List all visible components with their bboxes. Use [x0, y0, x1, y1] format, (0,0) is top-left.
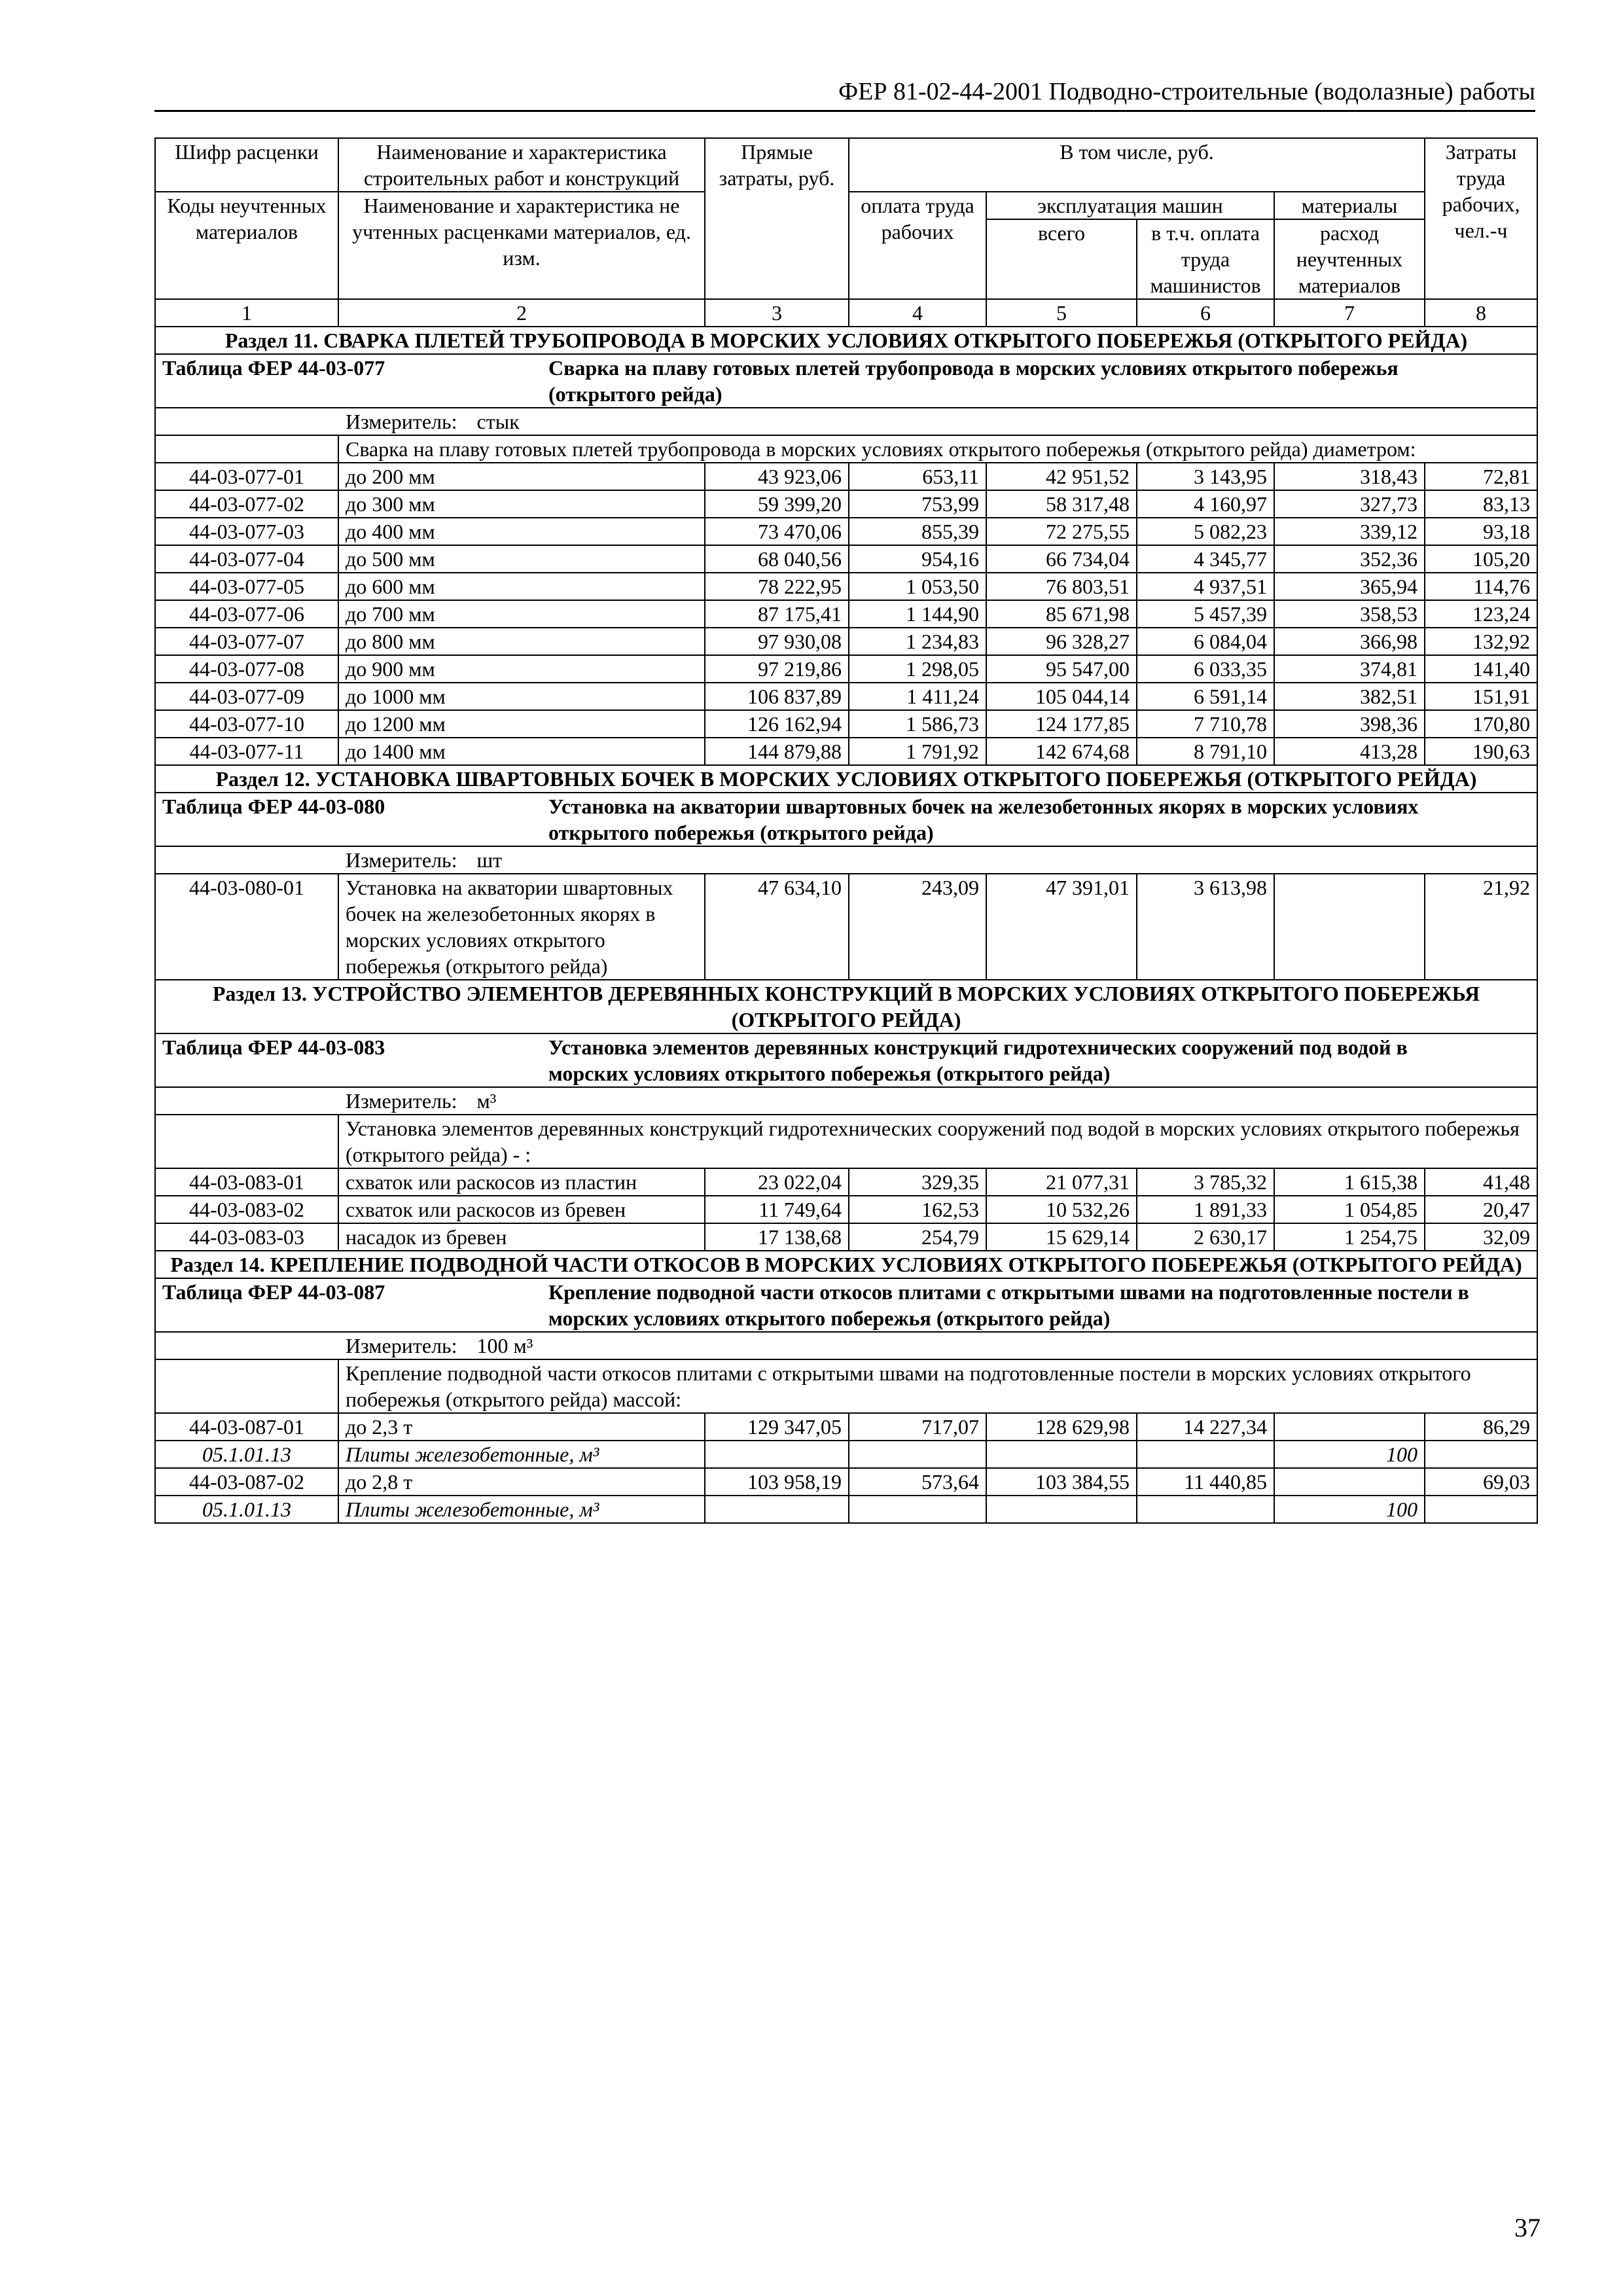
section-12-title: Раздел 12. УСТАНОВКА ШВАРТОВНЫХ БОЧЕК В МОРСКИХ УСЛОВИЯХ ОТКРЫТОГО ПОБЕРЕЖЬЯ (ОТКРЫТОГО РЕЙДА): [155, 765, 1537, 793]
materials-cost: 352,36: [1274, 545, 1425, 573]
machine-cost: 124 177,85: [986, 710, 1137, 738]
labor-pay: 855,39: [849, 518, 986, 545]
machinist-pay: 2 630,17: [1137, 1223, 1274, 1251]
labor-hours: 190,63: [1425, 738, 1537, 765]
rate-name: до 700 мм: [338, 600, 705, 628]
labor-hours: 86,29: [1425, 1413, 1537, 1441]
table-080-name: Установка на акватории швартовных бочек на железобетонных якорях в морских условиях открытого побережья (открытого рейда): [548, 795, 1419, 844]
labor-hours: 123,24: [1425, 600, 1537, 628]
materials-cost: 1 615,38: [1274, 1168, 1425, 1196]
labor-hours: 114,76: [1425, 573, 1537, 600]
table-row: [155, 628, 1537, 655]
rate-code: 44-03-077-01: [155, 463, 338, 490]
rate-code: 44-03-087-01: [155, 1413, 338, 1441]
rate-name: до 2,8 т: [338, 1468, 705, 1496]
rate-name: до 1400 мм: [338, 738, 705, 765]
table-row: [155, 1468, 1537, 1496]
table-083-name: Установка элементов деревянных конструкций гидротехнических сооружений под водой в морских условиях открытого побережья (открытого рейда): [548, 1035, 1408, 1085]
col-num: 7: [1274, 299, 1425, 327]
rate-code: 44-03-077-04: [155, 545, 338, 573]
labor-pay: 1 298,05: [849, 655, 986, 683]
header-row: [155, 138, 1537, 192]
table-083-label: Таблица ФЕР 44-03-083: [162, 1035, 385, 1059]
section-14-title: Раздел 14. КРЕПЛЕНИЕ ПОДВОДНОЙ ЧАСТИ ОТКОСОВ В МОРСКИХ УСЛОВИЯХ ОТКРЫТОГО ПОБЕРЕЖЬЯ (ОТКРЫТОГО РЕЙДА): [155, 1251, 1537, 1278]
col-codes-unacc-header: Коды неучтенных материалов: [155, 192, 338, 299]
rate-name: до 1000 мм: [338, 683, 705, 710]
col-name-header: Наименование и характеристика строительных работ и конструкций: [338, 138, 705, 192]
table-row: [155, 1168, 1537, 1196]
table-row: [155, 683, 1537, 710]
materials-cost: [1274, 1468, 1425, 1496]
table-077-name: Сварка на плаву готовых плетей трубопровода в морских условиях открытого побережья (открытого рейда): [548, 356, 1399, 406]
table-077-description: Сварка на плаву готовых плетей трубопровода в морских условиях открытого побережья (открытого рейда) диаметром:: [338, 435, 1537, 463]
labor-pay: 573,64: [849, 1468, 986, 1496]
labor-pay: 243,09: [849, 874, 986, 980]
col-name-unacc-header: Наименование и характеристика не учтенных расценками материалов, ед. изм.: [338, 192, 705, 299]
machinist-pay: 6 033,35: [1137, 655, 1274, 683]
machinist-pay: 14 227,34: [1137, 1413, 1274, 1441]
table-row: [155, 600, 1537, 628]
table-077-title: [155, 354, 1537, 408]
labor-pay: 653,11: [849, 463, 986, 490]
machinist-pay: 5 082,23: [1137, 518, 1274, 545]
materials-cost: 358,53: [1274, 600, 1425, 628]
direct-cost: 78 222,95: [705, 573, 849, 600]
direct-cost: 47 634,10: [705, 874, 849, 980]
materials-cost: 382,51: [1274, 683, 1425, 710]
table-080-label: Таблица ФЕР 44-03-080: [162, 795, 385, 818]
materials-cost: [1274, 874, 1425, 980]
measure-unit: шт: [476, 848, 503, 872]
materials-cost: 327,73: [1274, 490, 1425, 518]
direct-cost: 43 923,06: [705, 463, 849, 490]
table-077-measure: [155, 408, 1537, 435]
machinist-pay: 11 440,85: [1137, 1468, 1274, 1496]
direct-cost: 87 175,41: [705, 600, 849, 628]
direct-cost: 17 138,68: [705, 1223, 849, 1251]
table-087-title: [155, 1278, 1537, 1332]
machine-cost: 105 044,14: [986, 683, 1137, 710]
machinist-pay: 6 084,04: [1137, 628, 1274, 655]
machinist-pay: 3 785,32: [1137, 1168, 1274, 1196]
rate-code: 44-03-077-10: [155, 710, 338, 738]
machinist-pay: 1 891,33: [1137, 1196, 1274, 1223]
materials-cost: 1 254,75: [1274, 1223, 1425, 1251]
labor-hours: 83,13: [1425, 490, 1537, 518]
table-080-measure: [155, 846, 1537, 874]
direct-cost: 129 347,05: [705, 1413, 849, 1441]
machinist-pay: 4 937,51: [1137, 573, 1274, 600]
labor-pay: 1 053,50: [849, 573, 986, 600]
column-numbers-row: [155, 299, 1537, 327]
materials-cost: 374,81: [1274, 655, 1425, 683]
rate-code: 44-03-080-01: [155, 874, 338, 980]
table-row: [155, 655, 1537, 683]
rate-name: до 800 мм: [338, 628, 705, 655]
measure-label: Измеритель:: [346, 410, 457, 433]
rate-code: 44-03-077-07: [155, 628, 338, 655]
table-087-label: Таблица ФЕР 44-03-087: [162, 1280, 385, 1304]
machine-cost: 76 803,51: [986, 573, 1137, 600]
table-row: [155, 874, 1537, 980]
machinist-pay: 4 345,77: [1137, 545, 1274, 573]
table-row: [155, 463, 1537, 490]
machine-cost: 103 384,55: [986, 1468, 1137, 1496]
labor-hours: 32,09: [1425, 1223, 1537, 1251]
col-labor-pay-header: оплата труда рабочих: [849, 192, 986, 299]
labor-hours: 41,48: [1425, 1168, 1537, 1196]
col-num: 3: [705, 299, 849, 327]
section-11-title: Раздел 11. СВАРКА ПЛЕТЕЙ ТРУБОПРОВОДА В МОРСКИХ УСЛОВИЯХ ОТКРЫТОГО ПОБЕРЕЖЬЯ (ОТКРЫТОГО РЕЙДА): [155, 327, 1537, 354]
machine-cost: 72 275,55: [986, 518, 1137, 545]
rate-code: 44-03-077-11: [155, 738, 338, 765]
unaccounted-material-row: [155, 1496, 1537, 1523]
material-code: 05.1.01.13: [155, 1496, 338, 1523]
direct-cost: 126 162,94: [705, 710, 849, 738]
rate-name: до 600 мм: [338, 573, 705, 600]
table-083-measure: [155, 1087, 1537, 1115]
rate-code: 44-03-087-02: [155, 1468, 338, 1496]
machinist-pay: 6 591,14: [1137, 683, 1274, 710]
direct-cost: 97 219,86: [705, 655, 849, 683]
material-name: Плиты железобетонные, м³: [338, 1496, 705, 1523]
machine-cost: 10 532,26: [986, 1196, 1137, 1223]
labor-hours: 20,47: [1425, 1196, 1537, 1223]
rate-name: насадок из бревен: [338, 1223, 705, 1251]
col-num: 2: [338, 299, 705, 327]
page-number: 37: [1514, 2213, 1541, 2242]
col-incl-header: В том числе, руб.: [849, 138, 1425, 192]
materials-cost: 366,98: [1274, 628, 1425, 655]
col-mach-total-header: всего: [986, 219, 1137, 299]
table-080-title: [155, 793, 1537, 846]
rate-code: 44-03-083-02: [155, 1196, 338, 1223]
col-num: 6: [1137, 299, 1274, 327]
rate-name: до 2,3 т: [338, 1413, 705, 1441]
materials-cost: 1 054,85: [1274, 1196, 1425, 1223]
rate-name: до 300 мм: [338, 490, 705, 518]
table-row: [155, 573, 1537, 600]
col-labor-header: Затраты труда рабочих, чел.-ч: [1425, 138, 1537, 299]
col-num: 1: [155, 299, 338, 327]
labor-pay: 162,53: [849, 1196, 986, 1223]
machine-cost: 142 674,68: [986, 738, 1137, 765]
machinist-pay: 3 613,98: [1137, 874, 1274, 980]
material-name: Плиты железобетонные, м³: [338, 1441, 705, 1468]
measure-label: Измеритель:: [346, 1334, 457, 1357]
table-row: [155, 518, 1537, 545]
col-num: 4: [849, 299, 986, 327]
table-row: [155, 1413, 1537, 1441]
rate-name: схваток или раскосов из бревен: [338, 1196, 705, 1223]
section-13-title: Раздел 13. УСТРОЙСТВО ЭЛЕМЕНТОВ ДЕРЕВЯННЫХ КОНСТРУКЦИЙ В МОРСКИХ УСЛОВИЯХ ОТКРЫТОГО ПОБЕРЕЖЬЯ (ОТКРЫТОГО РЕЙДА): [155, 980, 1537, 1033]
direct-cost: 106 837,89: [705, 683, 849, 710]
rates-table: [154, 137, 1538, 1524]
machine-cost: 21 077,31: [986, 1168, 1137, 1196]
direct-cost: 97 930,08: [705, 628, 849, 655]
table-row: [155, 1196, 1537, 1223]
page-header: ФЕР 81-02-44-2001 Подводно-строительные (водолазные) работы: [154, 76, 1535, 112]
materials-cost: 365,94: [1274, 573, 1425, 600]
rate-name: до 1200 мм: [338, 710, 705, 738]
machine-cost: 128 629,98: [986, 1413, 1137, 1441]
machine-cost: 66 734,04: [986, 545, 1137, 573]
rate-code: 44-03-077-09: [155, 683, 338, 710]
rate-name: Установка на акватории швартовных бочек на железобетонных якорях в морских условиях открытого побережья (открытого рейда): [338, 874, 705, 980]
materials-cost: 398,36: [1274, 710, 1425, 738]
direct-cost: 59 399,20: [705, 490, 849, 518]
table-087-measure: [155, 1332, 1537, 1359]
measure-label: Измеритель:: [346, 1089, 457, 1113]
machine-cost: 96 328,27: [986, 628, 1137, 655]
material-quantity: 100: [1274, 1441, 1425, 1468]
materials-cost: 339,12: [1274, 518, 1425, 545]
table-087-description: Крепление подводной части откосов плитами с открытыми швами на подготовленные постели в морских условиях открытого побережья (открытого рейда) массой:: [338, 1359, 1537, 1413]
col-code-header: Шифр расценки: [155, 138, 338, 192]
labor-pay: 254,79: [849, 1223, 986, 1251]
table-087-name: Крепление подводной части откосов плитами с открытыми швами на подготовленные постели в морских условиях открытого побережья (открытого рейда): [548, 1280, 1469, 1330]
rate-code: 44-03-083-03: [155, 1223, 338, 1251]
labor-pay: 329,35: [849, 1168, 986, 1196]
table-077-label: Таблица ФЕР 44-03-077: [162, 356, 385, 380]
machinist-pay: 8 791,10: [1137, 738, 1274, 765]
table-row: [155, 710, 1537, 738]
labor-hours: 93,18: [1425, 518, 1537, 545]
labor-pay: 1 791,92: [849, 738, 986, 765]
labor-hours: 105,20: [1425, 545, 1537, 573]
labor-hours: 72,81: [1425, 463, 1537, 490]
rate-name: до 500 мм: [338, 545, 705, 573]
machine-cost: 95 547,00: [986, 655, 1137, 683]
direct-cost: 11 749,64: [705, 1196, 849, 1223]
table-row: [155, 545, 1537, 573]
labor-pay: 1 234,83: [849, 628, 986, 655]
machine-cost: 42 951,52: [986, 463, 1137, 490]
direct-cost: 23 022,04: [705, 1168, 849, 1196]
rate-code: 44-03-077-08: [155, 655, 338, 683]
labor-pay: 954,16: [849, 545, 986, 573]
col-num: 8: [1425, 299, 1537, 327]
measure-unit: 100 м³: [476, 1334, 533, 1357]
machine-cost: 47 391,01: [986, 874, 1137, 980]
labor-pay: 1 144,90: [849, 600, 986, 628]
machinist-pay: 7 710,78: [1137, 710, 1274, 738]
machinist-pay: 4 160,97: [1137, 490, 1274, 518]
col-direct-header: Прямые затраты, руб.: [705, 138, 849, 299]
rate-name: до 400 мм: [338, 518, 705, 545]
materials-cost: [1274, 1413, 1425, 1441]
machine-cost: 15 629,14: [986, 1223, 1137, 1251]
direct-cost: 144 879,88: [705, 738, 849, 765]
labor-pay: 753,99: [849, 490, 986, 518]
measure-unit: стык: [476, 410, 520, 433]
labor-hours: 170,80: [1425, 710, 1537, 738]
table-row: [155, 1223, 1537, 1251]
rate-name: схваток или раскосов из пластин: [338, 1168, 705, 1196]
col-mach-labor-header: в т.ч. оплата труда машинистов: [1137, 219, 1274, 299]
direct-cost: 103 958,19: [705, 1468, 849, 1496]
direct-cost: 73 470,06: [705, 518, 849, 545]
measure-unit: м³: [476, 1089, 497, 1113]
machinist-pay: 5 457,39: [1137, 600, 1274, 628]
rate-code: 44-03-083-01: [155, 1168, 338, 1196]
table-083-title: [155, 1033, 1537, 1087]
machinist-pay: 3 143,95: [1137, 463, 1274, 490]
rate-code: 44-03-077-06: [155, 600, 338, 628]
labor-pay: 717,07: [849, 1413, 986, 1441]
col-machines-header: эксплуатация машин: [986, 192, 1274, 219]
unaccounted-material-row: [155, 1441, 1537, 1468]
rate-name: до 900 мм: [338, 655, 705, 683]
material-quantity: 100: [1274, 1496, 1425, 1523]
labor-hours: 151,91: [1425, 683, 1537, 710]
rate-code: 44-03-077-03: [155, 518, 338, 545]
direct-cost: 68 040,56: [705, 545, 849, 573]
table-083-description: Установка элементов деревянных конструкций гидротехнических сооружений под водой в морских условиях открытого побережья (открытого рейда) - :: [338, 1115, 1537, 1168]
col-materials-header: материалы: [1274, 192, 1425, 219]
rate-code: 44-03-077-02: [155, 490, 338, 518]
col-num: 5: [986, 299, 1137, 327]
labor-pay: 1 411,24: [849, 683, 986, 710]
labor-hours: 141,40: [1425, 655, 1537, 683]
materials-cost: 318,43: [1274, 463, 1425, 490]
table-row: [155, 490, 1537, 518]
machine-cost: 58 317,48: [986, 490, 1137, 518]
labor-hours: 69,03: [1425, 1468, 1537, 1496]
col-mat-sub-header: расход неучтенных материалов: [1274, 219, 1425, 299]
material-code: 05.1.01.13: [155, 1441, 338, 1468]
materials-cost: 413,28: [1274, 738, 1425, 765]
rate-code: 44-03-077-05: [155, 573, 338, 600]
measure-label: Измеритель:: [346, 848, 457, 872]
table-row: [155, 738, 1537, 765]
labor-hours: 132,92: [1425, 628, 1537, 655]
labor-pay: 1 586,73: [849, 710, 986, 738]
labor-hours: 21,92: [1425, 874, 1537, 980]
rate-name: до 200 мм: [338, 463, 705, 490]
machine-cost: 85 671,98: [986, 600, 1137, 628]
